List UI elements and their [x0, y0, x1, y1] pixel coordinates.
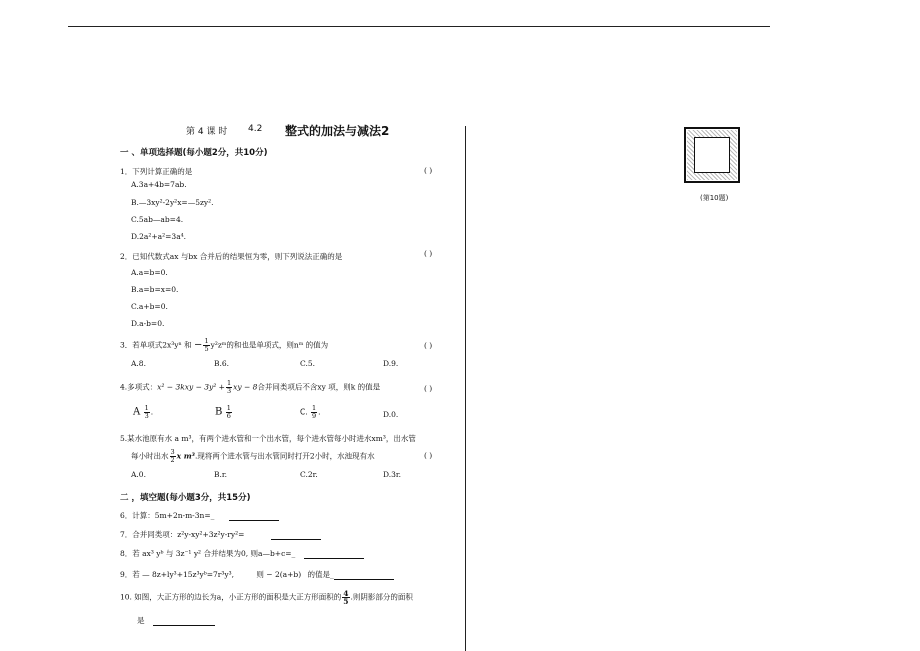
q1-option-a: A.3a+4b=7ab. [131, 180, 187, 189]
q5-answer-paren: ( ) [424, 451, 433, 460]
q10-figure-small-square [694, 137, 730, 173]
q4-polynomial-b: xy − 8 [233, 382, 258, 392]
q4-stem-part-b: 合并同类项后不含xy 项，则k 的值是 [257, 382, 381, 392]
q5-option-a: A.0. [131, 470, 146, 479]
q6-answer-blank[interactable] [229, 512, 279, 521]
q3-option-d: D.9. [383, 359, 399, 368]
q1-stem: 1．下列计算正确的是 [120, 167, 193, 176]
q2-option-b: B.a=b=x=0. [131, 285, 179, 294]
q3-stem: 3．若单项式2x³yⁿ 和 − $\frac{1}{5}$ y²zᵐ的和也是单项式，则nᵐ 的值为 [120, 337, 329, 353]
q2-option-c: C.a+b=0. [131, 302, 168, 311]
q2-stem: 2．已知代数式ax 与bx 合并后的结果恒为零，则下列说法正确的是 [120, 252, 343, 261]
page-title: 整式的加法与减法2 [285, 124, 390, 138]
q3-stem-part-a: 3．若单项式2x³yⁿ 和 [120, 340, 192, 350]
q4-option-d: D.0. [383, 410, 399, 419]
q3-fraction: $\frac{1}{5}$ [204, 337, 209, 353]
q4-fraction: $\frac{1}{3}$ [226, 379, 232, 395]
column-divider [465, 126, 466, 651]
part1-heading: 一 、单项选择题(每小题2分，共10分) [120, 148, 268, 158]
q3-option-b: B.6. [214, 359, 230, 368]
q2-answer-paren: ( ) [424, 249, 433, 258]
q4-polynomial-a: x² − 3kxy − 3y² + [157, 382, 225, 392]
q10-fraction: $\frac{4}{5}$ [343, 589, 349, 606]
q7-answer-blank[interactable] [271, 531, 321, 540]
q3-stem-part-b: y²zᵐ的和也是单项式，则nᵐ 的值为 [210, 340, 329, 350]
q10-stem-line2: 是 [137, 615, 215, 626]
q5-fraction: $\frac{3}{2}$ [170, 448, 175, 464]
q2-option-a: A.a=b=0. [131, 268, 168, 277]
q7-stem: 7．合并同类项：z²y-xy²+3z²y-ry²= [120, 529, 321, 540]
q3-option-a: A.8. [131, 359, 146, 368]
section-number: 4.2 [248, 124, 263, 134]
q5-stem-line1: 5.某水池原有水 a m³，有两个进水管和一个出水管，每个进水管每小时进水xm³，出水管 [120, 434, 416, 443]
q4-stem [120, 380, 380, 395]
q1-answer-paren: ( ) [424, 166, 433, 175]
q4-answer-paren: ( ) [424, 384, 433, 393]
q1-option-d: D.2a²+a²=3a⁴. [131, 232, 187, 241]
q4-option-c: C. $\frac{1}{9}$ . [300, 404, 321, 420]
q4-option-b: B $\frac{1}{6}$ [215, 404, 231, 420]
q4-option-a: A $\frac{1}{3}$ . [133, 404, 154, 420]
q5-option-b: B.r. [214, 470, 228, 479]
q1-option-c: C.5ab—ab=4. [131, 215, 184, 224]
q9-stem: 9．若 — 8z+ly³+15z³yᵇ=7r³y³, 则 − 2(a+b) 的值是_ [120, 569, 394, 580]
q5-option-d: D.3r. [383, 470, 402, 479]
lesson-label: 第 4 课 时 [186, 127, 228, 137]
q6-stem: 6．计算：5m+2n-m-3n=_ [120, 510, 279, 521]
q8-stem: 8．若 ax³ yᵇ 与 3z⁻¹ y² 合并结果为0, 则a—b+c=_ [120, 548, 364, 559]
q10-figure-large-square [684, 127, 740, 183]
q3-answer-paren: ( ) [424, 341, 433, 350]
q3-option-c: C.5. [300, 359, 316, 368]
q10-stem-line1: 10. 如图，大正方形的边长为a，小正方形的面积是大正方形面积的 $\frac{4}{5}$ .则阴影部分的面积 [120, 589, 413, 606]
q8-answer-blank[interactable] [304, 550, 364, 559]
q5-stem-line2: 每小时出水 $\frac{3}{2}$ x m³.现将两个进水管与出水管同时打开2小时，水池现有水 [131, 448, 375, 464]
top-rule [68, 26, 770, 27]
q9-answer-blank[interactable] [334, 571, 394, 580]
q10-answer-blank[interactable] [153, 617, 215, 626]
q4-stem-part-a: 4.多项式： [120, 382, 158, 392]
q5-option-c: C.2r. [300, 470, 318, 479]
q2-option-d: D.a-b=0. [131, 319, 165, 328]
part2-heading: 二 ，填空题(每小题3分，共15分) [120, 493, 251, 503]
q1-option-b: B.—3xy²-2y²x=—5zy². [131, 198, 214, 207]
figure-caption: (第10题) [700, 194, 729, 202]
